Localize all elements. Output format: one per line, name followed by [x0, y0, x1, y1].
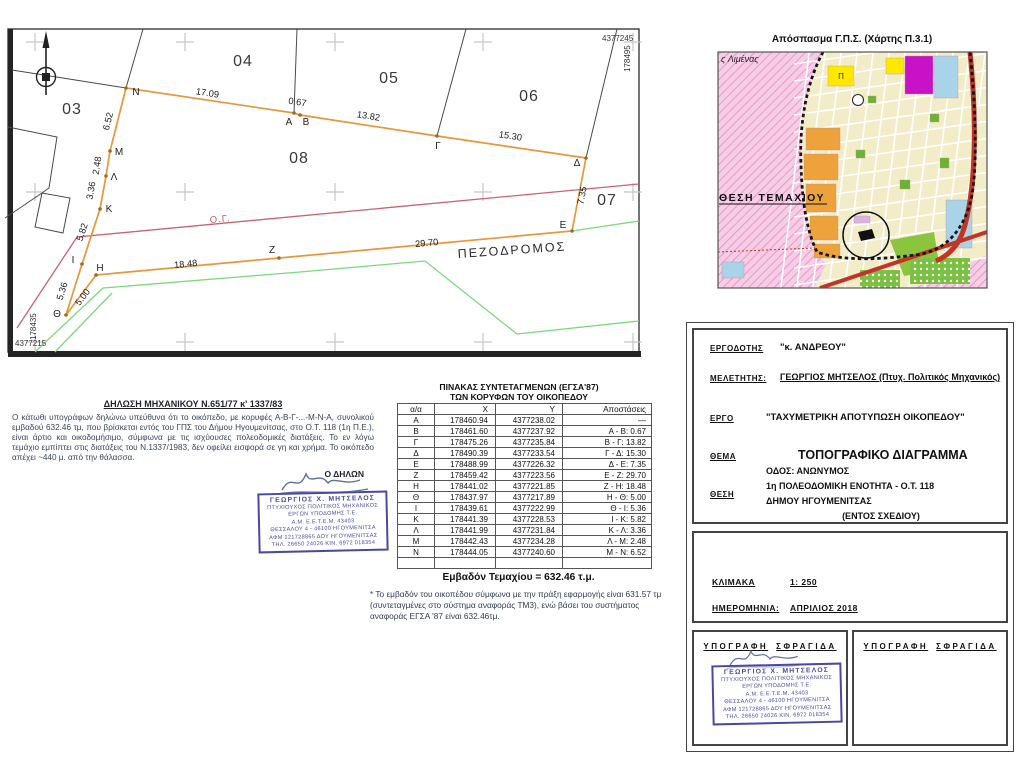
- coords-cell: [496, 558, 563, 569]
- vertex-dot: [80, 262, 84, 266]
- stamp-line: ΓΕΩΡΓΙΟΣ Χ. ΜΗΤΣΕΛΟΣ: [269, 494, 376, 505]
- parcel-area-line: Εμβαδόν Τεμαχίου = 632.46 τ.μ.: [442, 572, 595, 583]
- coords-table-title: [378, 382, 660, 402]
- coords-cell: 4377228.53: [496, 514, 563, 525]
- vertex-label: Μ: [114, 147, 124, 158]
- stamp-line: ΘΕΣΣΑΛΟΥ 4 - 46100 ΗΓΟΥΜΕΝΙΤΣΑ: [270, 525, 376, 534]
- distance-label: 13.82: [356, 109, 381, 123]
- seal-label: ΣΦΡΑΓΙΔΑ: [776, 642, 837, 651]
- coords-cell: 4377234.28: [496, 536, 563, 547]
- coords-cell: Λ: [398, 525, 435, 536]
- map-title: Απόσπασμα Γ.Π.Σ. (Χάρτης Π.3.1): [771, 34, 933, 45]
- coords-row: [398, 547, 652, 558]
- distance-label: 5.00: [73, 286, 93, 308]
- coords-cell: Β: [398, 426, 435, 437]
- plot-number-label: 05: [379, 70, 399, 87]
- plot-number-label: 06: [519, 88, 539, 105]
- vertex-label: Λ: [110, 172, 118, 183]
- frame-left-bar: [8, 29, 13, 352]
- location-line: ΟΔΟΣ: ΑΝΩΝΥΜΟΣ: [766, 466, 850, 476]
- coords-row: [398, 514, 652, 525]
- subject-value: ΤΟΠΟΓΡΑΦΙΚΟ ΔΙΑΓΡΑΜΜΑ: [798, 448, 968, 462]
- distance-label: 6.52: [101, 111, 116, 132]
- coords-cell: Θ - Ι: 5.36: [563, 503, 652, 514]
- coords-cell: 178460.94: [435, 415, 496, 426]
- stamp-line: ΕΡΓΩΝ ΥΠΟΔΟΜΗΣ Τ.Ε.: [742, 682, 812, 691]
- signature-section: [692, 630, 1008, 746]
- coords-cell: Η: [398, 481, 435, 492]
- stamp-line: ΓΕΩΡΓΙΟΣ Χ. ΜΗΤΣΕΛΟΣ: [723, 666, 830, 677]
- vertex-dot: [292, 111, 296, 115]
- survey-drawing: [0, 0, 680, 380]
- coords-cell: 4377238.02: [496, 415, 563, 426]
- coords-cell: Α - Β: 0.67: [563, 426, 652, 437]
- coords-cell: 178459.42: [435, 470, 496, 481]
- employer-value: "κ. ΑΝΔΡΕΟΥ": [780, 342, 846, 353]
- block-pi-label: Π: [838, 72, 844, 81]
- distance-label: 3.36: [84, 180, 98, 201]
- signature-box-right: [852, 630, 1008, 746]
- scale-value: 1: 250: [790, 577, 818, 587]
- coords-row-empty: [398, 558, 652, 569]
- project-value: "ΤΑΧΥΜΕΤΡΙΚΗ ΑΠΟΤΥΠΩΣΗ ΟΙΚΟΠΕΔΟΥ": [766, 412, 965, 423]
- title-block-main: [692, 328, 1008, 524]
- vertex-dot: [104, 174, 108, 178]
- vertex-dot: [98, 207, 102, 211]
- coords-cell: [435, 558, 496, 569]
- grid-label-top-y: 4377245: [602, 34, 634, 43]
- coords-table-header: [398, 404, 652, 415]
- signature-label: ΥΠΟΓΡΑΦΗ: [863, 642, 929, 651]
- distance-label: 18.48: [173, 257, 198, 271]
- coords-cell: 178475.26: [435, 437, 496, 448]
- coords-cell: Θ: [398, 492, 435, 503]
- plot-number-label: 07: [597, 192, 617, 209]
- distance-label: 5.82: [74, 221, 90, 243]
- location-lines: [766, 464, 996, 524]
- coords-row: [398, 470, 652, 481]
- designer-value: ΓΕΩΡΓΙΟΣ ΜΗΤΣΕΛΟΣ (Πτυχ. Πολιτικός Μηχανικός): [780, 372, 1001, 382]
- plot-number-label: 08: [289, 150, 309, 167]
- coords-cell: Β - Γ: 13.82: [563, 437, 652, 448]
- coords-cell: Ν: [398, 547, 435, 558]
- project-label: ΕΡΓΟ: [710, 414, 734, 423]
- coords-cell: Ε: [398, 459, 435, 470]
- grid-label-bottom-y: 4377215: [15, 339, 47, 348]
- vertex-dot: [298, 113, 302, 117]
- location-line: (ΕΝΤΟΣ ΣΧΕΔΙΟΥ): [842, 511, 920, 521]
- coords-cell: Ε - Ζ: 29.70: [563, 470, 652, 481]
- coords-cell: 178437.97: [435, 492, 496, 503]
- coords-cell: 178461.60: [435, 426, 496, 437]
- vertex-label: Ν: [132, 87, 140, 98]
- coords-cell: Κ - Λ: 3.36: [563, 525, 652, 536]
- coords-row: [398, 415, 652, 426]
- coords-cell: 4377226.32: [496, 459, 563, 470]
- magenta-block: [905, 56, 933, 94]
- distance-label: 5.36: [54, 281, 70, 302]
- coords-cell: 4377217.89: [496, 492, 563, 503]
- parcel-location-label: ΘΕΣΗ ΤΕΜΑΧΙΟΥ: [719, 192, 826, 204]
- coords-cell: Ι - Κ: 5.82: [563, 514, 652, 525]
- roundabout-icon: [853, 95, 864, 106]
- seal-label: ΣΦΡΑΓΙΔΑ: [936, 642, 997, 651]
- stamp-line: Α.Μ. Ε.Ε.Τ.Ε.Μ. 43403: [291, 518, 355, 526]
- og-label: Ο.Γ.: [209, 213, 232, 226]
- stamp-line: Α.Μ. Ε.Ε.Τ.Ε.Μ. 43403: [745, 690, 809, 698]
- vertex-label: Γ: [435, 141, 441, 152]
- coords-cell: [563, 558, 652, 569]
- coords-table: [397, 403, 652, 569]
- coords-cell: Δ - Ε: 7.35: [563, 459, 652, 470]
- coords-row: [398, 426, 652, 437]
- plot-number-label: 03: [62, 101, 82, 118]
- distance-label: 17.09: [195, 86, 220, 100]
- pedestrian-street-label: ΠΕΖΟΔΡΟΜΟΣ: [457, 239, 567, 261]
- declaration-signer: Ο ΔΗΛΩΝ: [324, 469, 364, 479]
- vertex-dot: [584, 156, 588, 160]
- coords-cell: 4377240.60: [496, 547, 563, 558]
- coords-col-header: Υ: [496, 404, 563, 415]
- location-line: 1η ΠΟΛΕΟΔΟΜΙΚΗ ΕΝΟΤΗΤΑ - Ο.Τ. 118: [766, 481, 935, 491]
- coords-cell: 4377231.84: [496, 525, 563, 536]
- employer-label: ΕΡΓΟΔΟΤΗΣ: [710, 344, 764, 353]
- vertex-dot: [435, 134, 439, 138]
- coords-col-header: Αποστάσεις: [563, 404, 652, 415]
- stamp-line: ΑΦΜ 121728865 ΔΟΥ ΗΓΟΥΜΕΝΙΤΣΑΣ: [268, 532, 378, 541]
- coords-row: [398, 437, 652, 448]
- signature-label: ΥΠΟΓΡΑΦΗ: [703, 642, 769, 651]
- location-label: ΘΕΣΗ: [710, 490, 735, 499]
- coords-cell: Κ: [398, 514, 435, 525]
- coords-cell: 178444.05: [435, 547, 496, 558]
- grid-label-top-x: 178495: [623, 45, 632, 72]
- gps-map: [714, 50, 990, 290]
- vertex-dot: [108, 149, 112, 153]
- area-note: * Το εμβαδόν του οικοπέδου σύμφωνα με την πράξη εφαρμογής είναι 631.57 τμ (συντεταγμένες στο σύστημα αναφοράς ΤΜ3), ενώ βάσει του συστήματος αναφοράς ΕΓΣΑ '87 είναι 632.46τμ.: [370, 589, 662, 621]
- vertex-label: Ζ: [268, 245, 276, 256]
- title-block: [686, 322, 1014, 752]
- vertex-label: Δ: [573, 158, 581, 169]
- vertex-label: Κ: [105, 204, 113, 215]
- coords-cell: Ζ: [398, 470, 435, 481]
- coords-cell: Γ: [398, 437, 435, 448]
- coords-cell: Α: [398, 415, 435, 426]
- declaration-body: Ο κάτωθι υπογράφων δηλώνω υπεύθυνα ότι το οικόπεδο, με κορυφές Α-Β-Γ-...-Μ-Ν-Α, συνολικού εμβαδού 632.46 τμ, που βρίσκεται εντός του ΓΠΣ του Δήμου Ηγουμενίτσας, στο Ο.Τ. 118 (1η Π.Ε.), είναι άρτιο και οικοδομήσιμο, σύμφωνα με τις ισχύουσες πολεοδομικές διατάξεις. Το εν λόγω τεμάχιο εμπίπτει στις διατάξεις του Ν.1337/1983, δεν οφείλει εισφορά σε γη και χρήμα. Το οικόπεδο απέχει ~440 μ. από την θάλασσα.: [12, 413, 374, 462]
- coords-cell: Ι: [398, 503, 435, 514]
- coords-cell: 4377237.92: [496, 426, 563, 437]
- stamp-line: ΤΗΛ. 26650 24026 ΚΙΝ. 6972 018354: [271, 539, 376, 549]
- location-line: ΔΗΜΟΥ ΗΓΟΥΜΕΝΙΤΣΑΣ: [766, 496, 872, 506]
- stamp-line: ΠΤΥΧΙΟΥΧΟΣ ΠΟΛΙΤΙΚΟΣ ΜΗΧΑΝΙΚΟΣ: [267, 502, 379, 512]
- stamp-line: ΘΕΣΣΑΛΟΥ 4 - 46100 ΗΓΟΥΜΕΝΙΤΣΑ: [724, 697, 830, 706]
- coords-row: [398, 536, 652, 547]
- coords-row: [398, 459, 652, 470]
- coords-cell: 178490.39: [435, 448, 496, 459]
- coords-title-line2: ΤΩΝ ΚΟΡΥΦΩΝ ΤΟΥ ΟΙΚΟΠΕΔΟΥ: [449, 392, 589, 402]
- distance-label: 29.70: [414, 236, 439, 250]
- stamp-line: ΑΦΜ 121728865 ΔΟΥ ΗΓΟΥΜΕΝΙΤΣΑΣ: [722, 704, 832, 713]
- scale-label: ΚΛΙΜΑΚΑ: [712, 577, 756, 587]
- plot-number-label: 04: [233, 53, 253, 70]
- coords-cell: Δ: [398, 448, 435, 459]
- vertex-label: Η: [96, 263, 104, 274]
- stamp-line: ΠΤΥΧΙΟΥΧΟΣ ΠΟΛΙΤΙΚΟΣ ΜΗΧΑΝΙΚΟΣ: [721, 674, 833, 684]
- coords-col-header: α/α: [398, 404, 435, 415]
- vertex-label: Ι: [71, 255, 75, 266]
- coords-cell: 178442.43: [435, 536, 496, 547]
- distance-label: 0.67: [287, 95, 308, 109]
- engineer-declaration: [12, 399, 374, 479]
- signature-box-left: [692, 630, 848, 746]
- coords-row: [398, 503, 652, 514]
- vertex-label: Β: [302, 117, 310, 128]
- title-block-meta: [692, 531, 1008, 623]
- coords-cell: 4377223.56: [496, 470, 563, 481]
- vertex-dot: [277, 256, 281, 260]
- coords-row: [398, 525, 652, 536]
- vertex-label: Α: [285, 117, 293, 128]
- coords-cell: 4377235.84: [496, 437, 563, 448]
- coords-cell: Ζ - Η: 18.48: [563, 481, 652, 492]
- distance-label: 7.35: [575, 185, 589, 206]
- coords-col-header: Χ: [435, 404, 496, 415]
- engineer-stamp: [711, 663, 842, 726]
- distance-label: 15.30: [498, 129, 523, 143]
- coords-cell: 178441.39: [435, 514, 496, 525]
- signature-box-header: [854, 642, 1006, 651]
- harbor-label: ς Λιμένας: [721, 54, 759, 64]
- vertex-label: Ε: [559, 220, 567, 231]
- vertex-dot: [124, 86, 128, 90]
- coords-cell: Λ - Μ: 2.48: [563, 536, 652, 547]
- coords-cell: 4377222.99: [496, 503, 563, 514]
- stamp-line: ΤΗΛ. 26650 24026 ΚΙΝ. 6972 018354: [725, 711, 830, 721]
- coords-cell: 178488.99: [435, 459, 496, 470]
- subject-label: ΘΕΜΑ: [710, 452, 736, 461]
- frame-bottom-bar: [8, 351, 641, 357]
- coords-cell: Μ - Ν: 6.52: [563, 547, 652, 558]
- coords-cell: 4377233.54: [496, 448, 563, 459]
- designer-label: ΜΕΛΕΤΗΤΗΣ:: [710, 374, 767, 383]
- coords-row: [398, 481, 652, 492]
- coords-cell: 178441.02: [435, 481, 496, 492]
- vertex-label: Θ: [53, 309, 61, 320]
- date-value: ΑΠΡΙΛΙΟΣ 2018: [790, 603, 858, 613]
- engineer-stamp: [257, 491, 388, 554]
- coords-cell: Η - Θ: 5.00: [563, 492, 652, 503]
- distance-label: 2.48: [90, 155, 104, 176]
- map-graphics: [718, 50, 990, 290]
- coords-cell: 178439.61: [435, 503, 496, 514]
- coords-cell: 4377221.85: [496, 481, 563, 492]
- declaration-title: ΔΗΛΩΣΗ ΜΗΧΑΝΙΚΟΥ Ν.651/77 κ' 1337/83: [103, 399, 283, 409]
- date-label: ΗΜΕΡΟΜΗΝΙΑ:: [712, 603, 780, 613]
- coords-title-line1: ΠΙΝΑΚΑΣ ΣΥΝΤΕΤΑΓΜΕΝΩΝ (ΕΓΣΑ'87): [439, 382, 599, 392]
- coords-row: [398, 448, 652, 459]
- coords-cell: 178441.99: [435, 525, 496, 536]
- grid-label-bottom-x: 178435: [29, 313, 38, 340]
- coords-cell: [398, 558, 435, 569]
- vertex-dot: [64, 313, 68, 317]
- stamp-line: ΕΡΓΩΝ ΥΠΟΔΟΜΗΣ Τ.Ε.: [288, 510, 358, 519]
- coords-row: [398, 492, 652, 503]
- coords-cell: —: [563, 415, 652, 426]
- coords-cell: Μ: [398, 536, 435, 547]
- vertex-dot: [570, 229, 574, 233]
- coords-cell: Γ - Δ: 15.30: [563, 448, 652, 459]
